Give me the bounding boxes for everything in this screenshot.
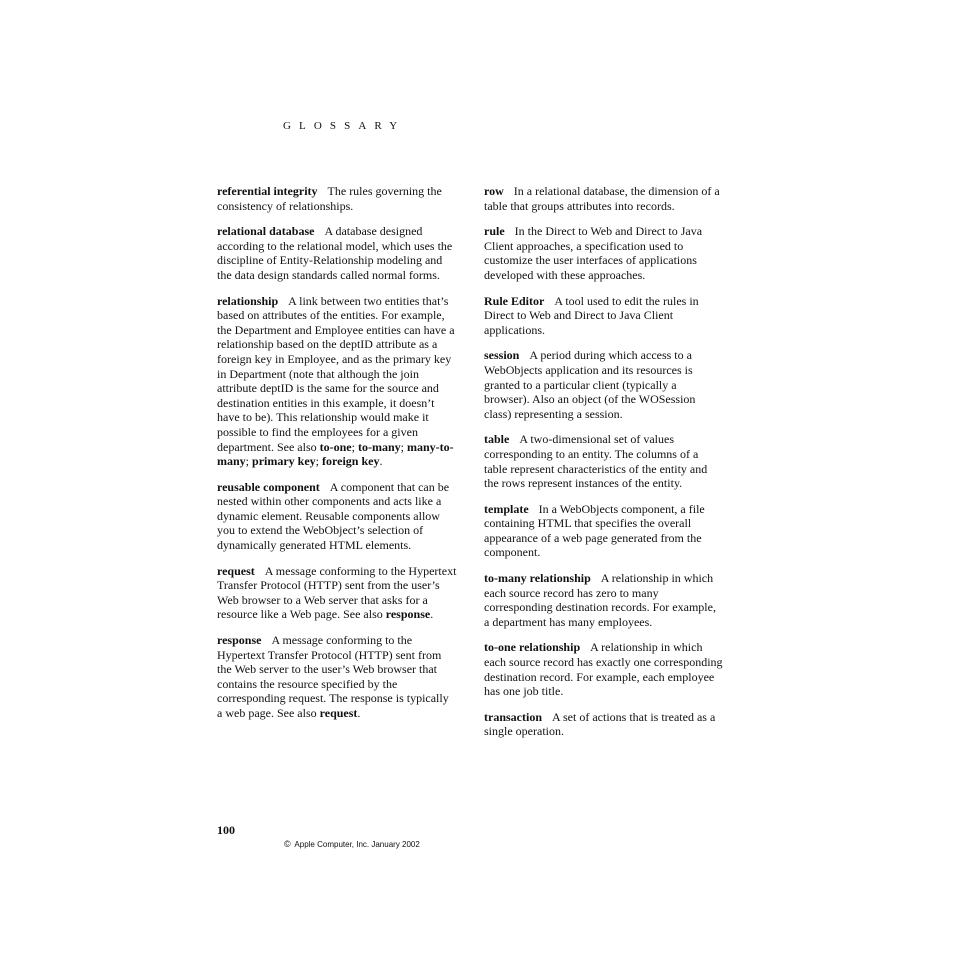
glossary-term: referential integrity xyxy=(217,184,318,198)
glossary-entry xyxy=(484,432,724,490)
glossary-term: reusable component xyxy=(217,479,320,494)
cross-reference-link[interactable]: response xyxy=(385,607,431,622)
glossary-term: transaction xyxy=(484,709,542,724)
glossary-entry: relationship A link between two entities that’s based on attributes of the entities. For example, the Department and Employee entities can have a relationship based on the deptID attribute as a foreign key in Employee, and as the primary key in Department (note that although the join attribute deptID is the same for the source and destination entities in this example, it doesn’t have to be). This relationship would make it possible to find the employees for a given department. See also to-one; to-many; many-to-many; primary key; foreign key. xyxy=(217,293,455,469)
glossary-entry xyxy=(217,224,457,282)
section-header: GLOSSARY xyxy=(283,120,406,132)
glossary-term: response xyxy=(217,633,262,648)
copyright-text: Apple Computer, Inc. January 2002 xyxy=(294,840,420,849)
page-number: 100 xyxy=(217,823,235,837)
glossary-entry xyxy=(217,480,457,553)
cross-reference-link[interactable]: to-many xyxy=(357,439,401,454)
glossary-term: to-many relationship xyxy=(484,571,591,586)
glossary-column-right xyxy=(484,184,724,750)
cross-reference-link[interactable]: foreign key xyxy=(322,454,380,469)
cross-reference-link[interactable]: primary key xyxy=(252,454,316,469)
glossary-definition: The rules governing the consistency of relationships. xyxy=(217,184,442,213)
glossary-term: to-one relationship xyxy=(484,640,581,655)
glossary-entry xyxy=(484,640,724,698)
glossary-term: relational database xyxy=(217,224,315,239)
glossary-definition: A database designed according to the relational model, which uses the discipline of Entity-Relationship modeling and the data design standards called normal forms. xyxy=(217,224,453,282)
glossary-entry xyxy=(484,571,724,629)
glossary-entry: request A message conforming to the Hypertext Transfer Protocol (HTTP) sent from the user’s Web browser to a Web server that asks for a resource like a Web page. See also response. xyxy=(217,563,457,622)
glossary-term: session xyxy=(484,348,520,363)
cross-reference-link[interactable]: request xyxy=(319,706,358,720)
glossary-entry xyxy=(484,184,724,213)
glossary-entry xyxy=(484,294,724,338)
cross-reference-link[interactable]: to-one xyxy=(319,439,352,454)
glossary-definition: A message conforming to the Hypertext Transfer Protocol (HTTP) sent from the user’s Web browser to a Web server that asks for a resource like a Web page. See also xyxy=(217,563,457,622)
glossary-term: request xyxy=(217,563,255,578)
glossary-definition: A link between two entities that’s based on attributes of the entities. For example, the Department and Employee entities can have a relationship based on the deptID attribute as a foreign key in Employee, and as the primary key in Department (note that although the join attribute deptID is the same for the source and destination entities in this example, it doesn’t have to be). This relationship would make it possible to find the employees for a given department. See also xyxy=(217,293,455,454)
glossary-definition: In a WebObjects component, a file containing HTML that specifies the overall appearance of a web page generated from the component. xyxy=(484,501,705,560)
glossary-entry: response A message conforming to the Hypertext Transfer Protocol (HTTP) sent from the Web server to the user’s Web browser that contains the resource specified by the corresponding request. The response is typically a web page. See also request. xyxy=(217,633,449,720)
glossary-definition: A relationship in which each source record has zero to many corresponding destination records. For example, a department has many employees. xyxy=(484,571,716,629)
glossary-definition: In a relational database, the dimension of a table that groups attributes into records. xyxy=(484,184,720,213)
cross-reference-link[interactable]: many-to-many xyxy=(217,439,454,469)
copyright-notice xyxy=(284,839,420,849)
glossary-definition: A relationship in which each source record has exactly one corresponding destination record. For example, each employee has one job title. xyxy=(484,640,723,699)
glossary-entry xyxy=(217,184,457,213)
glossary-entry xyxy=(484,710,724,739)
glossary-definition: A tool used to edit the rules in Direct to Web and Direct to Java Client applications. xyxy=(484,293,699,337)
glossary-definition: A component that can be nested within other components and acts like a dynamic element. Reusable components allow you to extend the WebObject’s selection of dynamically generated HTML elements. xyxy=(217,479,450,553)
glossary-definition: A two-dimensional set of values corresponding to an entity. The columns of a table represent characteristics of the entity and the rows represent instances of the entity. xyxy=(484,432,708,491)
glossary-term: row xyxy=(484,184,504,198)
glossary-entry xyxy=(484,224,724,282)
glossary-entry xyxy=(484,502,724,560)
glossary-term: Rule Editor xyxy=(484,293,545,308)
glossary-definition: A period during which access to a WebObjects application and its resources is granted to a particular client (typically a browser). Also an object (of the WOSession class) representing a session. xyxy=(484,348,696,421)
copyright-symbol: © xyxy=(284,839,291,849)
glossary-column-left xyxy=(217,184,457,732)
glossary-entry xyxy=(484,348,724,421)
glossary-definition: A set of actions that is treated as a single operation. xyxy=(484,709,716,739)
glossary-term: template xyxy=(484,501,529,516)
glossary-definition: In the Direct to Web and Direct to Java Client approaches, a specification used to customize the user interfaces of applications developed with these approaches. xyxy=(484,224,703,282)
glossary-term: table xyxy=(484,432,510,447)
glossary-term: relationship xyxy=(217,293,279,308)
glossary-term: rule xyxy=(484,224,505,239)
glossary-definition: A message conforming to the Hypertext Transfer Protocol (HTTP) sent from the Web server to the user’s Web browser that contains the resource specified by the corresponding request. The response is typically a web page. See also xyxy=(217,633,449,720)
